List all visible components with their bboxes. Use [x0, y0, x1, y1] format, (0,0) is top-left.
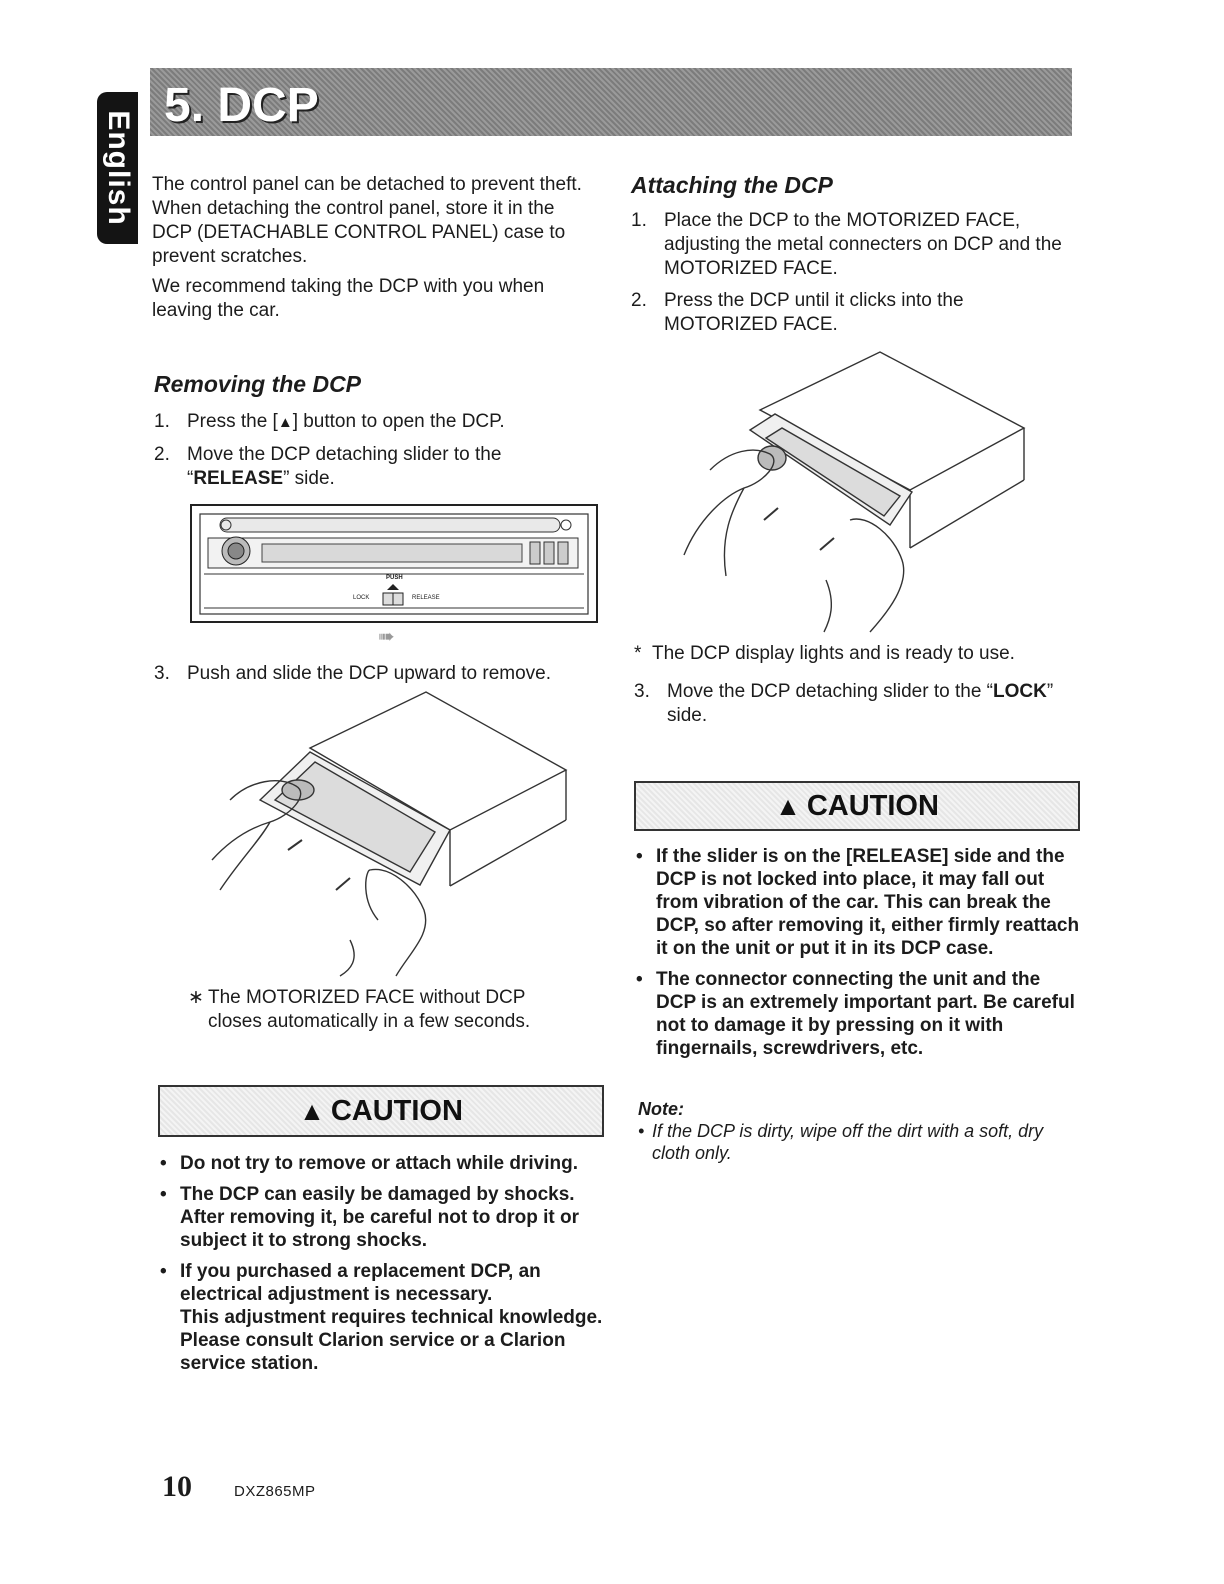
caution-left-item-3: • If you purchased a replacement DCP, an electrical adjustment is necessary. This adjustment requires technical knowledge. Please consult Clarion service or a Clarion service station. [160, 1261, 603, 1374]
eject-icon: ▲ [277, 414, 293, 431]
language-tab-label: English [101, 110, 135, 226]
intro-paragraph-2: We recommend taking the DCP with you when leaving the car. [152, 276, 545, 321]
caution-list-left [158, 1152, 604, 1383]
caution-title-left: CAUTION [330, 1094, 463, 1127]
attaching-title: Attaching the DCP [631, 172, 833, 198]
removing-step-2: 2. Move the DCP detaching slider to the “RELEASE” side. [154, 444, 502, 489]
caution-right-item-2: • The connector connecting the unit and the DCP is an extremely important part. Be careful not to damage it by pressing on it with fingernails, screwdrivers, etc. [636, 969, 1075, 1059]
removing-title: Removing the DCP [154, 371, 362, 397]
attaching-step-2: 2. Press the DCP until it clicks into the MOTORIZED FACE. [631, 290, 964, 335]
right-arrow-icon: ➠ [378, 626, 395, 648]
model-number: DXZ865MP [234, 1483, 316, 1500]
attaching-step-3-list [634, 680, 1074, 736]
removing-step-3: 3. Push and slide the DCP upward to remove. [154, 663, 552, 684]
caution-left-item-1: • Do not try to remove or attach while driving. [160, 1153, 578, 1174]
removal-illustration [200, 690, 580, 980]
caution-box-left [158, 1085, 604, 1137]
diagram-release-label: RELEASE [412, 595, 440, 601]
attaching-illustration [680, 350, 1040, 640]
diagram-push-label: PUSH [386, 575, 403, 581]
attaching-steps [631, 209, 1071, 345]
note-label: Note: [638, 1099, 684, 1119]
removing-steps [154, 410, 594, 499]
removing-step-1: 1. Press the [▲] button to open the DCP. [154, 411, 505, 432]
removing-footnote: ∗ The MOTORIZED FACE without DCP closes automatically in a few seconds. [188, 987, 531, 1032]
caution-left-item-2: • The DCP can easily be damaged by shocks. After removing it, be careful not to drop it or subject it to strong shocks. [160, 1184, 580, 1251]
page-title: 5. DCP [164, 79, 319, 132]
intro-text [152, 173, 584, 323]
page-number: 10 [162, 1470, 192, 1503]
caution-box-right [634, 781, 1080, 831]
attaching-step-3: 3. Move the DCP detaching slider to the “LOCK” side. [634, 681, 1054, 726]
caution-title-right: CAUTION [806, 789, 939, 822]
caution-list-right [634, 845, 1080, 1068]
attaching-step-1: 1. Place the DCP to the MOTORIZED FACE, adjusting the metal connecters on DCP and the MOTORIZED FACE. [631, 210, 1062, 279]
section-header [150, 68, 1072, 136]
diagram-lock-label: LOCK [353, 595, 370, 601]
attaching-footnote: * The DCP display lights and is ready to use. [634, 643, 1015, 664]
language-tab [97, 92, 138, 244]
intro-paragraph-1: The control panel can be detached to prevent theft. When detaching the control panel, store it in the DCP (DETACHABLE CONTROL PANEL) case to prevent scratches. [152, 174, 582, 267]
faceplate-diagram [190, 504, 598, 648]
warning-triangle-icon: ▲ [299, 1095, 325, 1126]
note-text: • If the DCP is dirty, wipe off the dirt with a soft, dry cloth only. [638, 1121, 1044, 1163]
warning-triangle-icon: ▲ [775, 790, 801, 821]
caution-right-item-1: • If the slider is on the [RELEASE] side and the DCP is not locked into place, it may fall out from vibration of the car. This can break the DCP, so after removing it, either firmly reattach it on the unit or put it in its DCP case. [636, 846, 1080, 959]
